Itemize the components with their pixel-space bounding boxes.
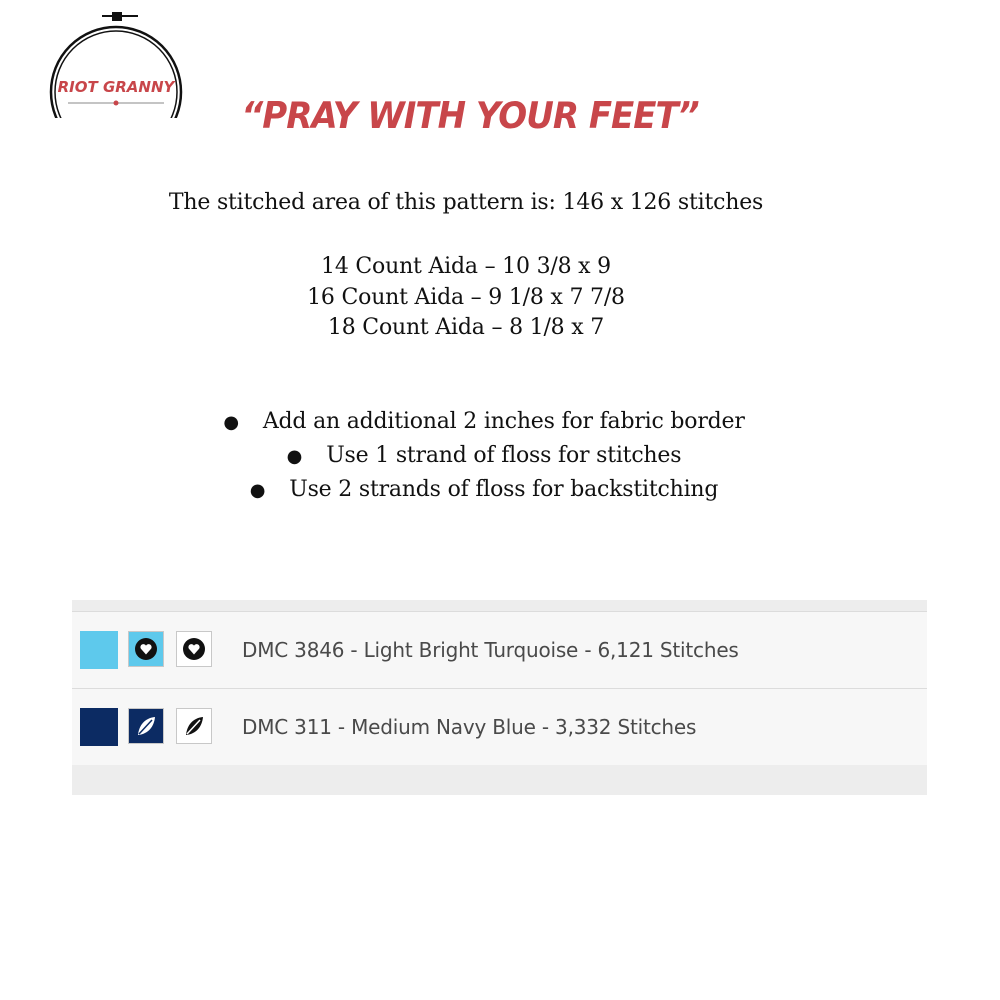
leaf-icon: [133, 713, 159, 739]
bullet-icon: ●: [249, 480, 266, 501]
logo-text: RIOT GRANNY: [57, 78, 175, 96]
floss-label: DMC 311 - Medium Navy Blue - 3,332 Stitches: [242, 715, 697, 739]
fabric-size-line: 14 Count Aida – 10 3/8 x 9: [321, 254, 611, 279]
color-symbol-box: [128, 631, 164, 667]
bw-symbol-box: [176, 631, 212, 667]
floss-legend-table: [72, 600, 927, 795]
bullet-icon: ●: [286, 446, 303, 467]
floss-label: DMC 3846 - Light Bright Turquoise - 6,121 Stitches: [242, 638, 739, 662]
bw-symbol-box: [176, 708, 212, 744]
list-item: [0, 439, 968, 473]
fabric-size-line: 18 Count Aida – 8 1/8 x 7: [327, 315, 605, 340]
leaf-icon: [181, 713, 207, 739]
bullet-icon: ●: [223, 412, 239, 433]
floss-row: [72, 688, 927, 765]
note-text: Use 1 strand of floss for stitches: [326, 443, 682, 468]
heart-icon: [181, 636, 207, 662]
color-symbol-box: [128, 708, 164, 744]
color-swatch: [80, 631, 118, 669]
instructions-list: [0, 405, 968, 507]
list-item: [0, 473, 968, 507]
fabric-size-line: 16 Count Aida – 9 1/8 x 7 7/8: [307, 284, 625, 310]
stitched-area-text: The stitched area of this pattern is: 146 x 126 stitches: [168, 190, 764, 215]
note-text: Use 2 strands of floss for backstitching: [289, 477, 719, 502]
floss-row: [72, 611, 927, 688]
heart-icon: [133, 636, 159, 662]
color-swatch: [80, 708, 118, 746]
pattern-title: “PRAY WITH YOUR FEET”: [241, 94, 699, 138]
note-text: Add an additional 2 inches for fabric border: [262, 409, 745, 434]
fabric-sizes: [0, 252, 932, 344]
list-item: [0, 405, 968, 439]
